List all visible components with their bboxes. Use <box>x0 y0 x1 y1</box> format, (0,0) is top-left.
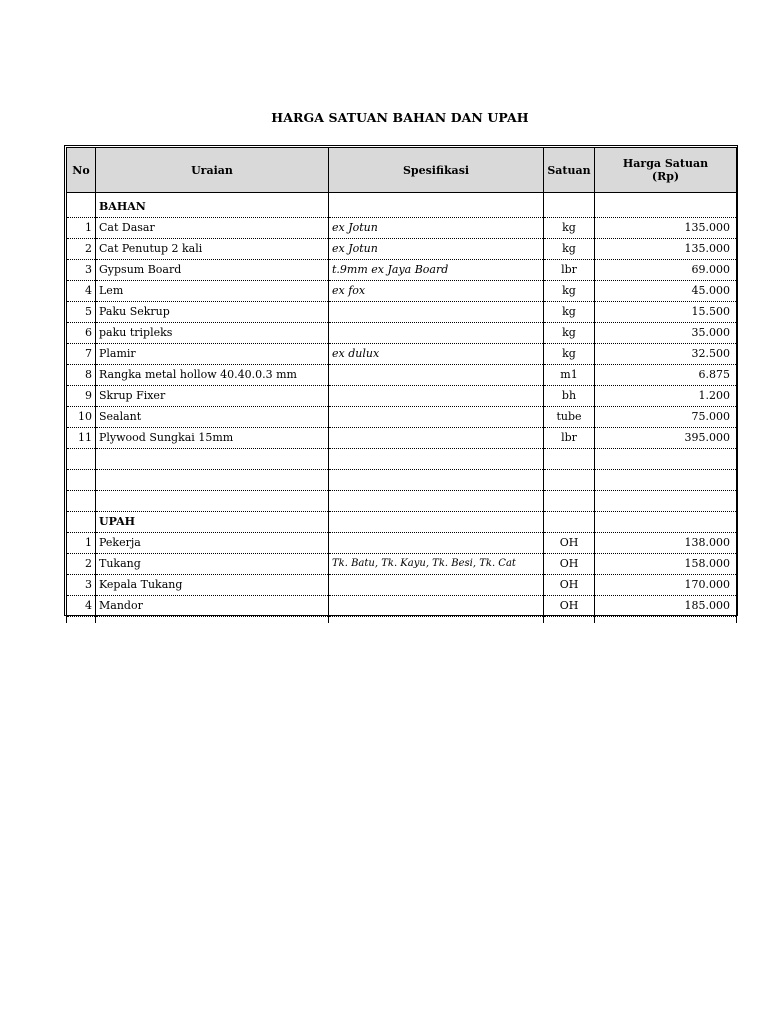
cell-harga: 135.000 <box>595 218 737 239</box>
cell-uraian: Sealant <box>96 407 329 428</box>
cell-no: 3 <box>67 575 96 596</box>
section-row-bahan <box>67 197 737 218</box>
header-satuan: Satuan <box>544 148 595 193</box>
cell-spesifikasi <box>329 533 544 554</box>
table-header-row <box>67 148 737 193</box>
header-spesifikasi: Spesifikasi <box>329 148 544 193</box>
cell-no: 9 <box>67 386 96 407</box>
cell-no: 1 <box>67 533 96 554</box>
cell-spesifikasi <box>329 407 544 428</box>
cell-uraian: paku tripleks <box>96 323 329 344</box>
table-row <box>67 596 737 617</box>
table-row <box>67 575 737 596</box>
cell-satuan: kg <box>544 239 595 260</box>
cell-satuan: OH <box>544 533 595 554</box>
cell-uraian: Lem <box>96 281 329 302</box>
cell-uraian: Gypsum Board <box>96 260 329 281</box>
cell-satuan: OH <box>544 575 595 596</box>
table-row <box>67 323 737 344</box>
cell-satuan: kg <box>544 281 595 302</box>
cell-harga: 1.200 <box>595 386 737 407</box>
cell-no: 2 <box>67 554 96 575</box>
cell-harga: 138.000 <box>595 533 737 554</box>
cell-spesifikasi: ex fox <box>329 281 544 302</box>
cell-satuan: tube <box>544 407 595 428</box>
cell-uraian: Kepala Tukang <box>96 575 329 596</box>
cell-satuan: kg <box>544 218 595 239</box>
table-row <box>67 281 737 302</box>
cell-spesifikasi <box>329 596 544 617</box>
cell-satuan: bh <box>544 386 595 407</box>
cell-satuan: kg <box>544 344 595 365</box>
cell-satuan: OH <box>544 596 595 617</box>
header-harga-line1: Harga Satuan <box>622 157 709 170</box>
table-row <box>67 344 737 365</box>
table-row <box>67 407 737 428</box>
cell-uraian: Tukang <box>96 554 329 575</box>
cell-satuan: m1 <box>544 365 595 386</box>
section-label-upah: UPAH <box>96 512 329 533</box>
cell-no: 4 <box>67 596 96 617</box>
cell-no: 1 <box>67 218 96 239</box>
cell-no: 2 <box>67 239 96 260</box>
cell-spesifikasi <box>329 365 544 386</box>
cell-spesifikasi <box>329 323 544 344</box>
empty-row <box>67 491 737 512</box>
cell-no: 4 <box>67 281 96 302</box>
cell-uraian: Plamir <box>96 344 329 365</box>
header-harga-line2: (Rp) <box>651 170 680 183</box>
cell-uraian: Mandor <box>96 596 329 617</box>
table-body <box>67 193 737 624</box>
page-title: HARGA SATUAN BAHAN DAN UPAH <box>271 110 529 125</box>
cell-harga: 6.875 <box>595 365 737 386</box>
cell-spesifikasi: ex Jotun <box>329 239 544 260</box>
cell-satuan: kg <box>544 302 595 323</box>
cell-harga: 185.000 <box>595 596 737 617</box>
cell-uraian: Paku Sekrup <box>96 302 329 323</box>
cell-harga: 35.000 <box>595 323 737 344</box>
cell-harga: 395.000 <box>595 428 737 449</box>
empty-row <box>67 470 737 491</box>
section-label-bahan: BAHAN <box>96 197 329 218</box>
table-row <box>67 218 737 239</box>
header-uraian: Uraian <box>96 148 329 193</box>
section-row-upah <box>67 512 737 533</box>
cell-satuan: OH <box>544 554 595 575</box>
cell-spesifikasi <box>329 302 544 323</box>
header-no: No <box>67 148 96 193</box>
table-row <box>67 533 737 554</box>
cell-no: 11 <box>67 428 96 449</box>
cell-uraian: Cat Dasar <box>96 218 329 239</box>
cell-harga: 75.000 <box>595 407 737 428</box>
cell-uraian: Rangka metal hollow 40.40.0.3 mm <box>96 365 329 386</box>
header-harga <box>595 148 737 193</box>
empty-row <box>67 449 737 470</box>
cell-no: 10 <box>67 407 96 428</box>
cell-spesifikasi <box>329 428 544 449</box>
table-row <box>67 554 737 575</box>
table-row <box>67 428 737 449</box>
price-table <box>66 147 737 623</box>
table-row <box>67 302 737 323</box>
cell-no: 6 <box>67 323 96 344</box>
cell-spesifikasi <box>329 386 544 407</box>
cell-uraian: Pekerja <box>96 533 329 554</box>
cell-uraian: Skrup Fixer <box>96 386 329 407</box>
cell-uraian: Cat Penutup 2 kali <box>96 239 329 260</box>
table-row <box>67 386 737 407</box>
cell-harga: 32.500 <box>595 344 737 365</box>
cell-harga: 45.000 <box>595 281 737 302</box>
cell-no: 7 <box>67 344 96 365</box>
table-row <box>67 365 737 386</box>
cell-uraian: Plywood Sungkai 15mm <box>96 428 329 449</box>
cell-spesifikasi <box>329 575 544 596</box>
cell-no: 3 <box>67 260 96 281</box>
cell-harga: 135.000 <box>595 239 737 260</box>
cell-harga: 69.000 <box>595 260 737 281</box>
cell-harga: 15.500 <box>595 302 737 323</box>
cell-spesifikasi: ex Jotun <box>329 218 544 239</box>
cell-spesifikasi: ex dulux <box>329 344 544 365</box>
spacer-row <box>67 617 737 624</box>
cell-harga: 158.000 <box>595 554 737 575</box>
cell-no: 8 <box>67 365 96 386</box>
cell-satuan: lbr <box>544 428 595 449</box>
cell-spesifikasi: Tk. Batu, Tk. Kayu, Tk. Besi, Tk. Cat <box>329 554 544 575</box>
cell-satuan: lbr <box>544 260 595 281</box>
table-row <box>67 239 737 260</box>
cell-spesifikasi: t.9mm ex Jaya Board <box>329 260 544 281</box>
cell-no: 5 <box>67 302 96 323</box>
cell-harga: 170.000 <box>595 575 737 596</box>
table-row <box>67 260 737 281</box>
cell-satuan: kg <box>544 323 595 344</box>
